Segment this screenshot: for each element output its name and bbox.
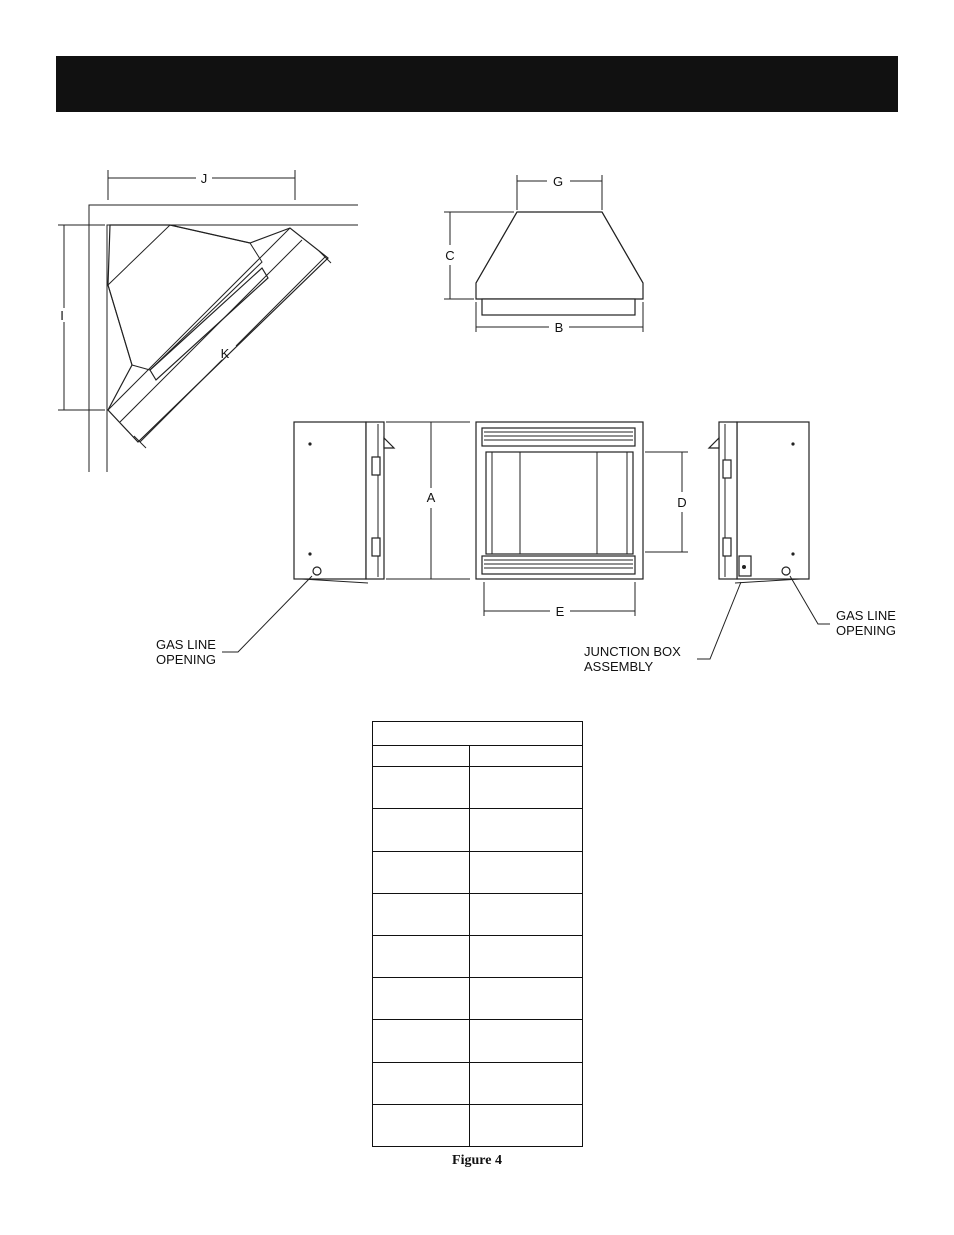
dim-label-a: A: [426, 490, 436, 505]
table-row: [373, 809, 583, 851]
figure-caption: Figure 4: [452, 1153, 502, 1168]
dim-label-k: K: [220, 346, 230, 361]
table-row: [373, 893, 583, 935]
left-side-view: [156, 422, 470, 667]
table-cell: [373, 1020, 470, 1062]
table-row: [373, 1104, 583, 1146]
dim-label-g: G: [552, 174, 564, 189]
table-cell: [470, 1020, 583, 1062]
table-cell: [373, 767, 470, 809]
table-cell: [373, 1062, 470, 1104]
table-cell: [470, 767, 583, 809]
table-row: [373, 978, 583, 1020]
table-row: [373, 851, 583, 893]
table-row: [373, 1020, 583, 1062]
table-cell: [373, 936, 470, 978]
table-cell: [470, 809, 583, 851]
table-cell: [470, 1062, 583, 1104]
front-view: [476, 422, 688, 619]
dim-label-e: E: [555, 604, 565, 619]
table-cell: [373, 851, 470, 893]
dimension-table: [372, 721, 583, 1147]
dim-label-b: B: [554, 320, 564, 335]
table-cell: [470, 1104, 583, 1146]
table-cell: [470, 936, 583, 978]
table-row: [373, 767, 583, 809]
table-title: [373, 722, 583, 746]
table-cell: [373, 893, 470, 935]
dim-label-d: D: [677, 495, 687, 510]
junction-box-label-2: ASSEMBLY: [584, 659, 654, 674]
top-view: [444, 174, 643, 335]
dim-label-j: J: [200, 171, 208, 186]
table-cell: [373, 1104, 470, 1146]
table-cell: [373, 978, 470, 1020]
dim-label-c: C: [445, 248, 455, 263]
table-cell: [373, 809, 470, 851]
gas-line-label-right-1: GAS LINE: [836, 608, 896, 623]
gas-line-label-left-1: GAS LINE: [156, 637, 216, 652]
table-row: [373, 936, 583, 978]
table-row: [373, 1062, 583, 1104]
table-header-cell: [470, 745, 583, 767]
table-header-cell: [373, 745, 470, 767]
dim-label-i: I: [60, 308, 64, 323]
table-cell: [470, 978, 583, 1020]
table-cell: [470, 893, 583, 935]
gas-line-label-left-2: OPENING: [156, 652, 216, 667]
gas-line-label-right-2: OPENING: [836, 623, 896, 638]
junction-box-label-1: JUNCTION BOX: [584, 644, 681, 659]
table-cell: [470, 851, 583, 893]
